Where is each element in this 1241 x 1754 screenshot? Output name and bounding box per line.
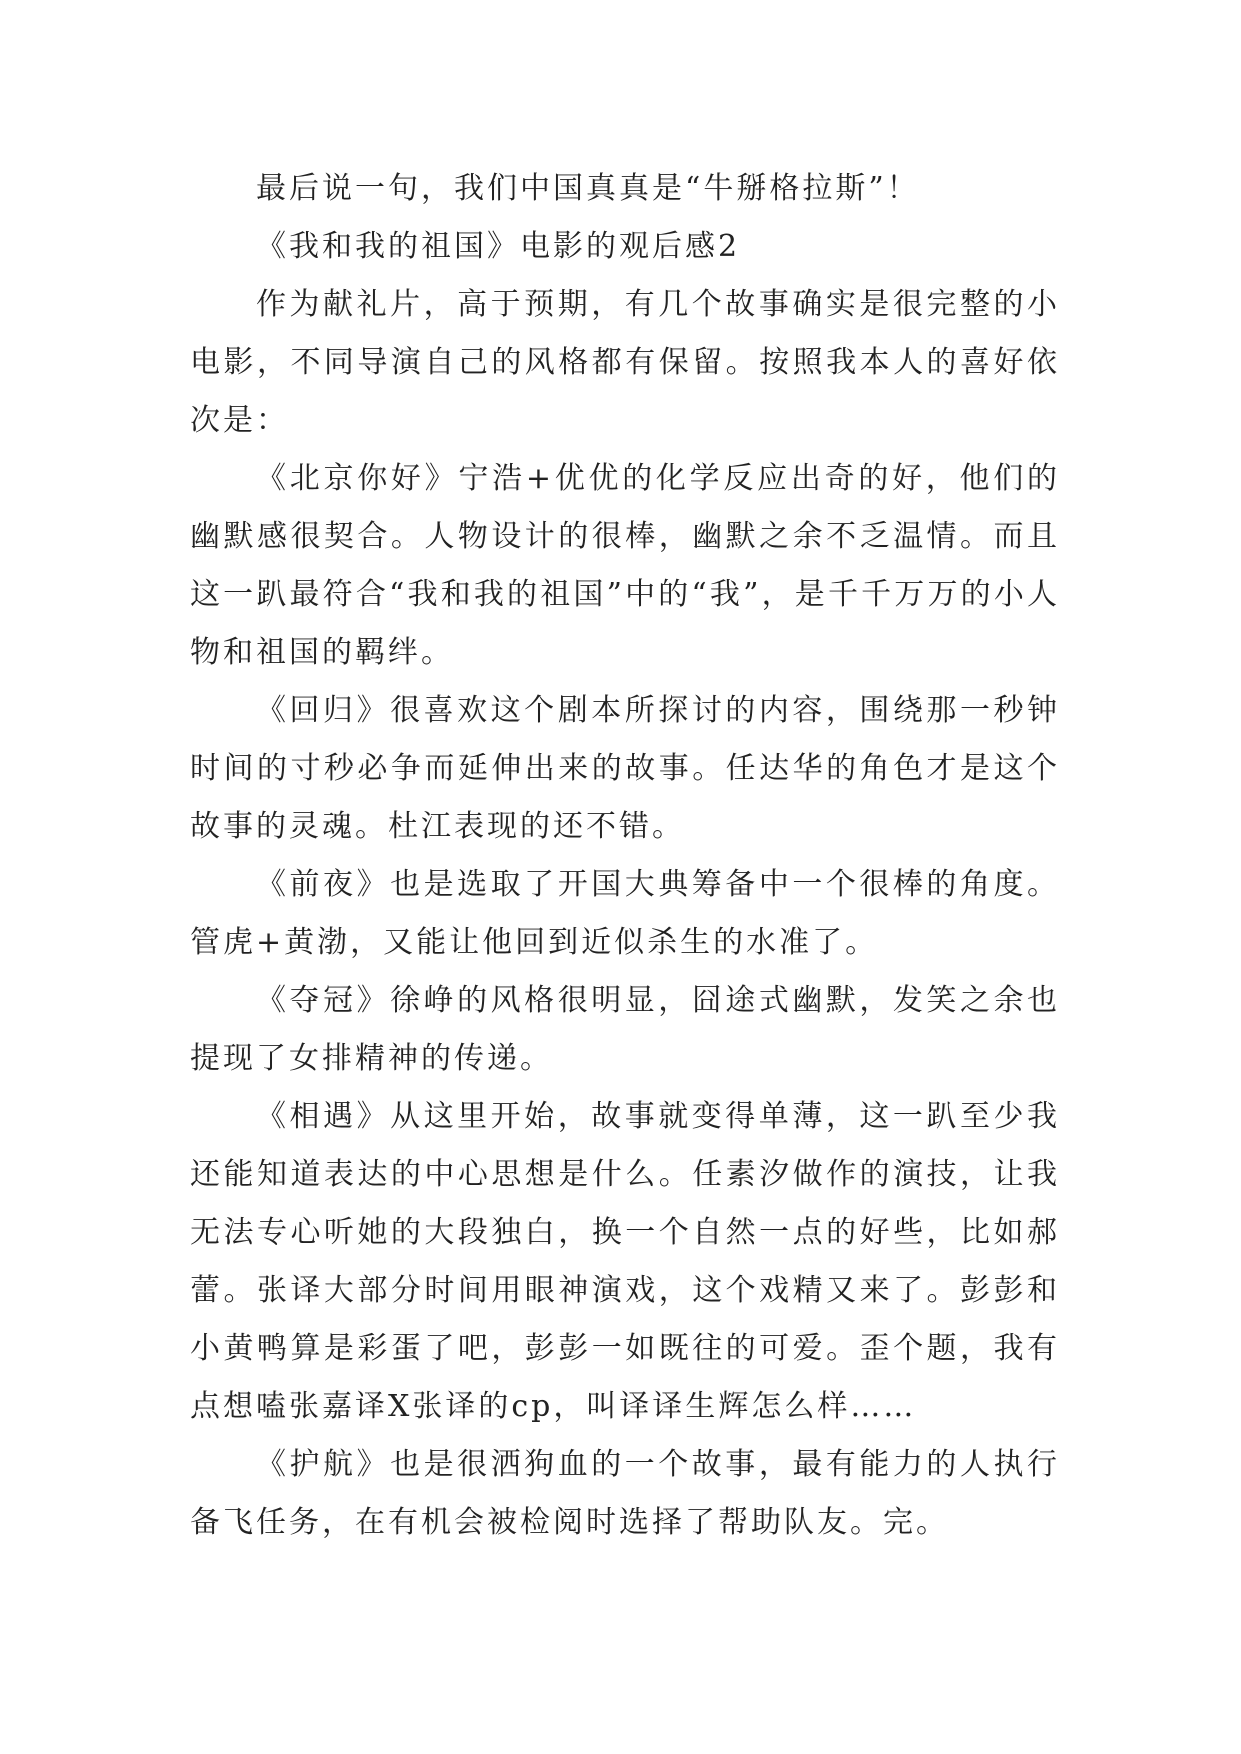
paragraph-beijing-nihao: 《北京你好》宁浩+优优的化学反应出奇的好，他们的幽默感很契合。人物设计的很棒，幽默之余不乏温情。而且这一趴最符合“我和我的祖国”中的“我”，是千千万万的小人物和祖国的羁绊。 — [190, 461, 1060, 670]
paragraph-intro: 作为献礼片，高于预期，有几个故事确实是很完整的小电影，不同导演自己的风格都有保留。按照我本人的喜好依次是： — [190, 287, 1060, 438]
paragraph-huhang: 《护航》也是很洒狗血的一个故事，最有能力的人执行备飞任务，在有机会被检阅时选择了帮助队友。完。 — [190, 1447, 1060, 1540]
document-body — [190, 160, 1060, 1552]
paragraph-xiangyu: 《相遇》从这里开始，故事就变得单薄，这一趴至少我还能知道表达的中心思想是什么。任素汐做作的演技，让我无法专心听她的大段独白，换一个自然一点的好些，比如郝蕾。张译大部分时间用眼神演戏，这个戏精又来了。彭彭和小黄鸭算是彩蛋了吧，彭彭一如既往的可爱。歪个题，我有点想嗑张嘉译X张译的cp，叫译译生辉怎么样…… — [190, 1099, 1060, 1424]
paragraph-huigui: 《回归》很喜欢这个剧本所探讨的内容，围绕那一秒钟时间的寸秒必争而延伸出来的故事。任达华的角色才是这个故事的灵魂。杜江表现的还不错。 — [190, 693, 1060, 844]
section-title: 《我和我的祖国》电影的观后感2 — [256, 229, 741, 264]
paragraph-closing-remark: 最后说一句，我们中国真真是“牛掰格拉斯”！ — [256, 171, 920, 206]
paragraph-qianye: 《前夜》也是选取了开国大典筹备中一个很棒的角度。管虎+黄渤，又能让他回到近似杀生的水准了。 — [190, 867, 1060, 960]
paragraph-duoguan: 《夺冠》徐峥的风格很明显，囧途式幽默，发笑之余也提现了女排精神的传递。 — [190, 983, 1060, 1076]
